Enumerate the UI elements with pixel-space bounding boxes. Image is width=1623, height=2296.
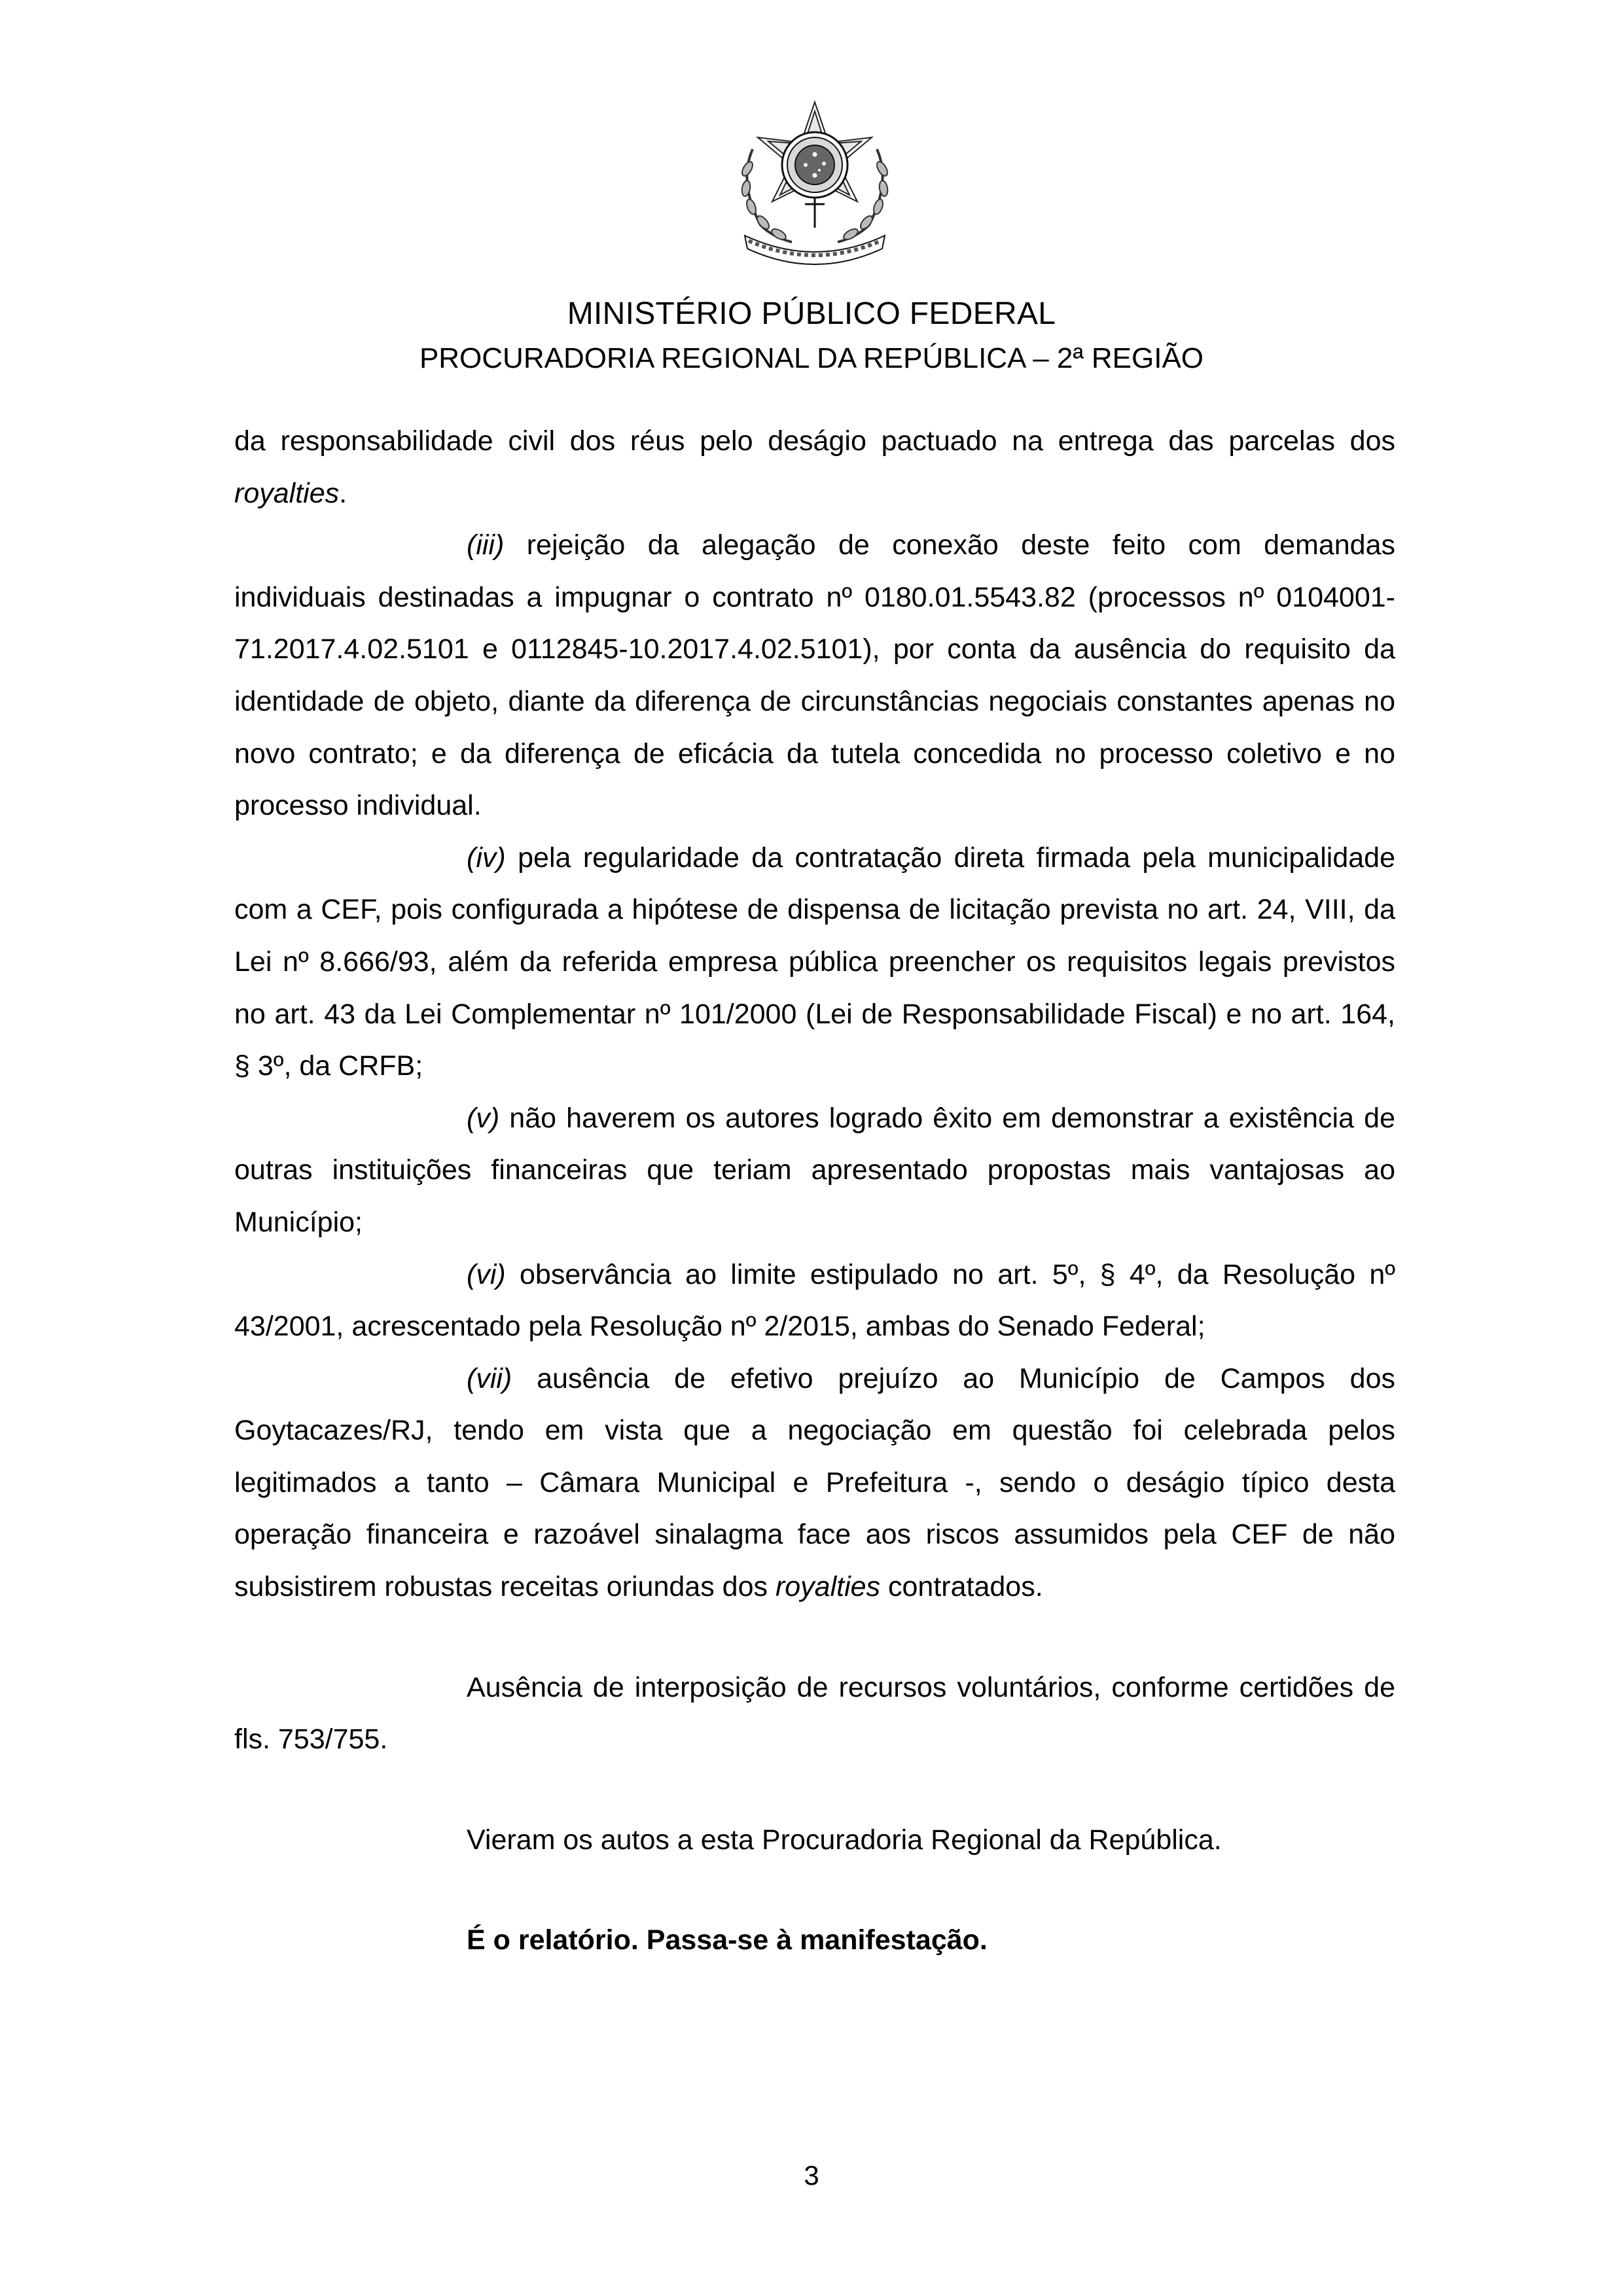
paragraph-item-vi bbox=[234, 1249, 1395, 1353]
ribbon-banner bbox=[745, 236, 885, 264]
paragraph-relatorio bbox=[234, 1915, 1395, 1967]
paragraph-item-iii bbox=[234, 520, 1395, 832]
text-segment: não haverem os autores logrado êxito em demonstrar a existência de outras instituições financeiras que teriam apresentado propostas mais vantajosas ao Município; bbox=[234, 1102, 1395, 1238]
document-body bbox=[234, 415, 1395, 1967]
text-segment: É o relatório. Passa-se à manifestação. bbox=[467, 1924, 988, 1956]
paragraph-recursos bbox=[234, 1662, 1395, 1766]
text-segment: da responsabilidade civil dos réus pelo deságio pactuado na entrega das parcelas dos bbox=[234, 425, 1395, 457]
paragraph-continuation bbox=[234, 415, 1395, 520]
text-segment: contratados. bbox=[880, 1571, 1043, 1603]
italic-text-segment: royalties bbox=[234, 477, 340, 509]
coat-of-arms-seal bbox=[726, 97, 903, 268]
page-number: 3 bbox=[804, 2160, 819, 2191]
text-segment: Ausência de interposição de recursos voluntários, conforme certidões de fls. 753/755. bbox=[234, 1671, 1395, 1756]
italic-text-segment: (iv) bbox=[467, 841, 506, 874]
sword-icon bbox=[805, 198, 825, 228]
central-disc bbox=[782, 132, 847, 198]
paragraph-item-v bbox=[234, 1093, 1395, 1249]
text-segment: observância ao limite estipulado no art. 5º, § 4º, da Resolução nº 43/2001, acrescentado pela Resolução nº 2/2015, ambas do Senado Federal; bbox=[234, 1258, 1395, 1343]
text-segment: ausência de efetivo prejuízo ao Município de Campos dos Goytacazes/RJ, tendo em vista que a negociação em questão foi celebrada pelos legitimados a tanto – Câmara Municipal e Prefeitura -, sendo o deságio típico desta operação financeira e razoável sinalagma face aos riscos assumidos pela CEF de não subsistirem robustas receitas oriundas dos bbox=[234, 1362, 1395, 1603]
text-segment: rejeição da alegação de conexão deste feito com demandas individuais destinadas a impugnar o contrato nº 0180.01.5543.82 (processos nº 0104001-71.2017.4.02.5101 e 0112845-10.2017.4.02.5101), por conta da ausência do requisito da identidade de objeto, diante da diferença de circunstâncias negociais constantes apenas no novo contrato; e da diferença de eficácia da tutela concedida no processo coletivo e no processo individual. bbox=[234, 529, 1395, 822]
paragraph-item-iv bbox=[234, 832, 1395, 1093]
paragraph-item-vii bbox=[234, 1353, 1395, 1614]
italic-text-segment: royalties bbox=[775, 1571, 881, 1603]
italic-text-segment: (v) bbox=[467, 1102, 500, 1134]
text-segment: . bbox=[339, 477, 348, 509]
institution-subtitle: PROCURADORIA REGIONAL DA REPÚBLICA – 2ª REGIÃO bbox=[419, 342, 1204, 374]
text-segment: Vieram os autos a esta Procuradoria Regional da República. bbox=[467, 1824, 1222, 1856]
institution-title: MINISTÉRIO PÚBLICO FEDERAL bbox=[567, 296, 1056, 331]
italic-text-segment: (iii) bbox=[467, 529, 505, 561]
paragraph-vieram-os-autos bbox=[234, 1814, 1395, 1867]
italic-text-segment: (vii) bbox=[467, 1362, 512, 1394]
italic-text-segment: (vi) bbox=[467, 1258, 506, 1290]
text-segment: pela regularidade da contratação direta firmada pela municipalidade com a CEF, pois configurada a hipótese de dispensa de licitação prevista no art. 24, VIII, da Lei nº 8.666/93, além da referida empresa pública preencher os requisitos legais previstos no art. 43 da Lei Complementar nº 101/2000 (Lei de Responsabilidade Fiscal) e no art. 164, § 3º, da CRFB; bbox=[234, 841, 1395, 1082]
